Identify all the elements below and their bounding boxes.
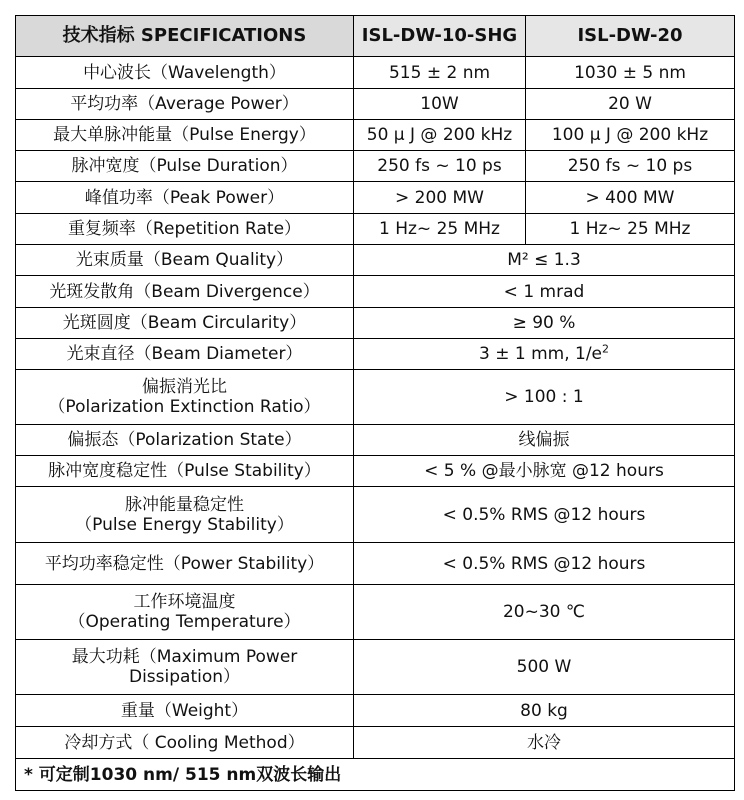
table-row (16, 339, 735, 370)
row-value: 515 ± 2 nm (354, 57, 526, 89)
row-value: > 200 MW (354, 182, 526, 214)
row-label: 偏振态（Polarization State） (16, 425, 354, 456)
row-label (16, 370, 354, 425)
table-row (16, 89, 735, 120)
row-value: 250 fs ~ 10 ps (354, 151, 526, 182)
row-label-line-1: 最大功耗（Maximum Power (71, 647, 298, 667)
row-label: 脉冲宽度稳定性（Pulse Stability） (16, 456, 354, 487)
beam-diameter-value: 3 ± 1 mm, 1/e (478, 344, 603, 364)
row-label-line-2: Dissipation） (128, 667, 241, 687)
row-value: < 0.5% RMS @12 hours (354, 487, 735, 543)
row-value (354, 339, 735, 370)
table-row (16, 370, 735, 425)
spec-table-wrapper (15, 15, 734, 791)
row-label: 冷却方式（ Cooling Method） (16, 727, 354, 759)
table-row (16, 276, 735, 308)
row-label: 光束直径（Beam Diameter） (16, 339, 354, 370)
row-value: 20~30 ℃ (354, 585, 735, 640)
table-row (16, 120, 735, 151)
footnote: * 可定制1030 nm/ 515 nm双波长输出 (16, 759, 735, 791)
row-label: 峰值功率（Peak Power） (16, 182, 354, 214)
row-label (16, 487, 354, 543)
row-value: 线偏振 (354, 425, 735, 456)
row-value: 1030 ± 5 nm (526, 57, 735, 89)
row-label: 光束质量（Beam Quality） (16, 245, 354, 276)
row-value: 20 W (526, 89, 735, 120)
row-label: 平均功率（Average Power） (16, 89, 354, 120)
row-label: 光斑圆度（Beam Circularity） (16, 308, 354, 339)
row-label: 重量（Weight） (16, 695, 354, 727)
row-value: > 100 : 1 (354, 370, 735, 425)
row-value: 水冷 (354, 727, 735, 759)
table-row (16, 487, 735, 543)
table-row (16, 182, 735, 214)
row-label (16, 640, 354, 695)
footnote-row (16, 759, 735, 791)
row-label (16, 585, 354, 640)
spec-table (15, 15, 735, 791)
row-value: 10W (354, 89, 526, 120)
header-model-10-shg: ISL-DW-10-SHG (354, 16, 526, 57)
row-label-line-1: 偏振消光比 (142, 377, 227, 397)
row-label: 平均功率稳定性（Power Stability） (16, 543, 354, 585)
row-value: 50 μ J @ 200 kHz (354, 120, 526, 151)
table-row (16, 585, 735, 640)
header-model-20: ISL-DW-20 (526, 16, 735, 57)
row-value: < 1 mrad (354, 276, 735, 308)
row-value: M² ≤ 1.3 (354, 245, 735, 276)
table-row (16, 425, 735, 456)
table-row (16, 151, 735, 182)
row-label: 重复频率（Repetition Rate） (16, 214, 354, 245)
row-value: > 400 MW (526, 182, 735, 214)
row-label: 脉冲宽度（Pulse Duration） (16, 151, 354, 182)
table-row (16, 214, 735, 245)
row-label-line-1: 脉冲能量稳定性 (125, 494, 244, 515)
row-label: 光斑发散角（Beam Divergence） (16, 276, 354, 308)
row-value: 250 fs ~ 10 ps (526, 151, 735, 182)
row-label-line-2: （Pulse Energy Stability） (75, 514, 294, 535)
row-label: 中心波长（Wavelength） (16, 57, 354, 89)
row-label-line-2: （Polarization Extinction Ratio） (48, 397, 321, 417)
row-value: 500 W (354, 640, 735, 695)
row-label-line-1: 工作环境温度 (133, 592, 236, 612)
table-row (16, 640, 735, 695)
row-value: 100 μ J @ 200 kHz (526, 120, 735, 151)
row-value: 80 kg (354, 695, 735, 727)
table-row (16, 695, 735, 727)
table-row (16, 245, 735, 276)
table-row (16, 727, 735, 759)
row-label-line-2: （Operating Temperature） (68, 612, 301, 632)
table-row (16, 57, 735, 89)
row-value: < 0.5% RMS @12 hours (354, 543, 735, 585)
row-value: ≥ 90 % (354, 308, 735, 339)
row-value: 1 Hz~ 25 MHz (354, 214, 526, 245)
table-row (16, 543, 735, 585)
table-row (16, 456, 735, 487)
row-value: < 5 % @最小脉宽 @12 hours (354, 456, 735, 487)
row-value: 1 Hz~ 25 MHz (526, 214, 735, 245)
header-specifications: 技术指标 SPECIFICATIONS (16, 16, 354, 57)
table-row (16, 308, 735, 339)
row-label: 最大单脉冲能量（Pulse Energy） (16, 120, 354, 151)
table-header-row (16, 16, 735, 57)
beam-diameter-superscript: 2 (602, 342, 610, 356)
